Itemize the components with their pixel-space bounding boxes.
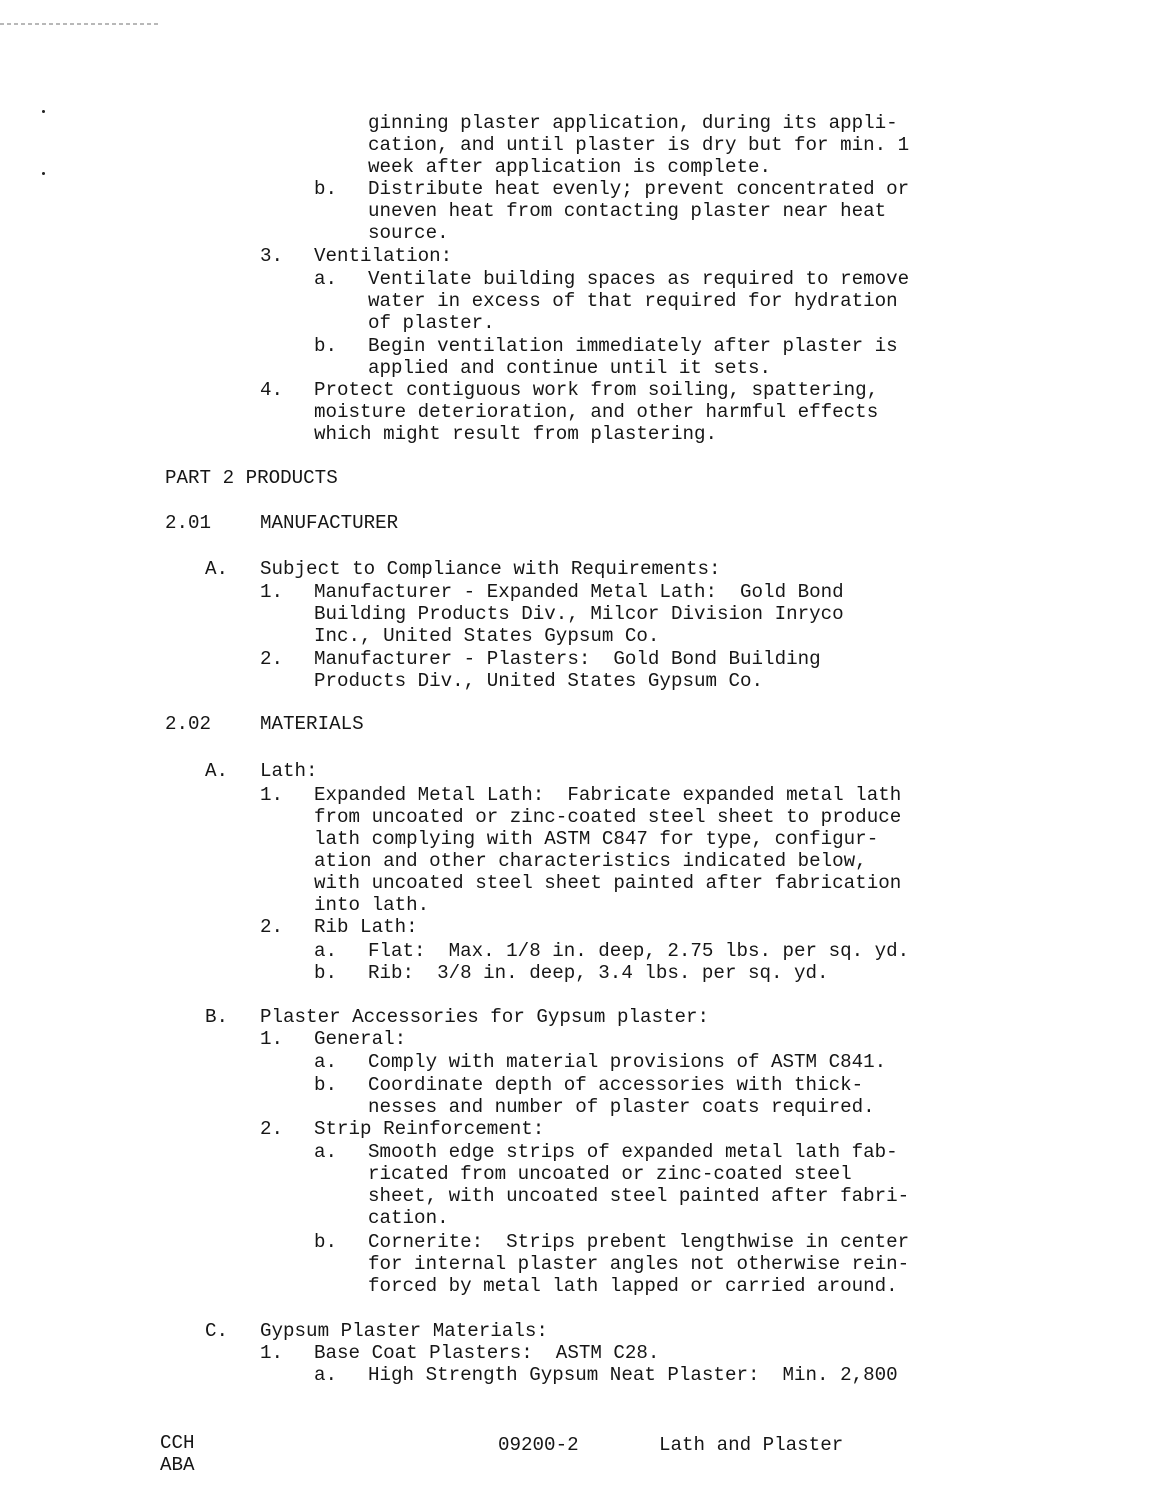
- document-line: forced by metal lath lapped or carried around.: [368, 1275, 898, 1297]
- document-line: Flat: Max. 1/8 in. deep, 2.75 lbs. per sq. yd.: [368, 940, 910, 962]
- document-line: Inc., United States Gypsum Co.: [314, 625, 660, 647]
- document-line: High Strength Gypsum Neat Plaster: Min. 2,800: [368, 1364, 898, 1386]
- document-line: A.: [205, 760, 229, 782]
- scan-speck: [42, 110, 45, 113]
- document-line: Expanded Metal Lath: Fabricate expanded metal lath: [314, 784, 902, 806]
- document-line: Comply with material provisions of ASTM C841.: [368, 1051, 887, 1073]
- document-line: a.: [314, 1051, 338, 1073]
- document-line: 3.: [260, 245, 284, 267]
- document-line: b.: [314, 962, 338, 984]
- document-line: cation, and until plaster is dry but for min. 1: [368, 134, 910, 156]
- document-line: Rib: 3/8 in. deep, 3.4 lbs. per sq. yd.: [368, 962, 829, 984]
- document-line: 1.: [260, 784, 284, 806]
- document-line: 2.: [260, 648, 284, 670]
- document-line: Distribute heat evenly; prevent concentrated or: [368, 178, 910, 200]
- document-line: Products Div., United States Gypsum Co.: [314, 670, 764, 692]
- document-line: nesses and number of plaster coats required.: [368, 1096, 875, 1118]
- document-line: b.: [314, 178, 338, 200]
- document-line: Coordinate depth of accessories with thick-: [368, 1074, 864, 1096]
- document-line: Subject to Compliance with Requirements:: [260, 558, 721, 580]
- document-line: from uncoated or zinc-coated steel sheet to produce: [314, 806, 902, 828]
- footer-section-title: Lath and Plaster: [659, 1434, 844, 1456]
- document-line: moisture deterioration, and other harmful effects: [314, 401, 879, 423]
- document-line: ginning plaster application, during its appli-: [368, 112, 898, 134]
- document-line: Base Coat Plasters: ASTM C28.: [314, 1342, 660, 1364]
- document-line: Cornerite: Strips prebent lengthwise in center: [368, 1231, 910, 1253]
- document-line: Protect contiguous work from soiling, spattering,: [314, 379, 879, 401]
- document-line: b.: [314, 335, 338, 357]
- document-line: which might result from plastering.: [314, 423, 718, 445]
- document-line: C.: [205, 1320, 229, 1342]
- document-line: 2.01: [165, 512, 212, 534]
- document-line: 2.: [260, 1118, 284, 1140]
- document-line: lath complying with ASTM C847 for type, configur-: [314, 828, 879, 850]
- document-line: with uncoated steel sheet painted after fabrication: [314, 872, 902, 894]
- document-line: Lath:: [260, 760, 318, 782]
- document-line: 2.: [260, 916, 284, 938]
- document-line: A.: [205, 558, 229, 580]
- document-line: of plaster.: [368, 312, 495, 334]
- document-line: Ventilation:: [314, 245, 453, 267]
- scan-speck: [42, 172, 45, 175]
- document-line: cation.: [368, 1207, 449, 1229]
- document-line: PART 2 PRODUCTS: [165, 467, 338, 489]
- document-line: 4.: [260, 379, 284, 401]
- document-line: Plaster Accessories for Gypsum plaster:: [260, 1006, 710, 1028]
- document-line: Manufacturer - Expanded Metal Lath: Gold Bond: [314, 581, 844, 603]
- document-line: 2.02: [165, 713, 212, 735]
- document-line: ricated from uncoated or zinc-coated steel: [368, 1163, 852, 1185]
- document-line: b.: [314, 1231, 338, 1253]
- document-line: 1.: [260, 581, 284, 603]
- footer-initials-bottom: ABA: [160, 1454, 195, 1476]
- document-line: General:: [314, 1028, 407, 1050]
- document-line: into lath.: [314, 894, 430, 916]
- document-line: Begin ventilation immediately after plaster is: [368, 335, 898, 357]
- document-line: b.: [314, 1074, 338, 1096]
- document-line: water in excess of that required for hydration: [368, 290, 898, 312]
- document-line: applied and continue until it sets.: [368, 357, 772, 379]
- document-line: uneven heat from contacting plaster near heat: [368, 200, 887, 222]
- document-line: a.: [314, 1364, 338, 1386]
- footer-initials-top: CCH: [160, 1432, 195, 1454]
- document-line: for internal plaster angles not otherwise rein-: [368, 1253, 910, 1275]
- document-line: Rib Lath:: [314, 916, 418, 938]
- document-line: MANUFACTURER: [260, 512, 399, 534]
- document-line: B.: [205, 1006, 229, 1028]
- document-line: week after application is complete.: [368, 156, 772, 178]
- document-line: source.: [368, 222, 449, 244]
- footer-section-number: 09200-2: [498, 1434, 579, 1456]
- document-line: Strip Reinforcement:: [314, 1118, 545, 1140]
- document-line: sheet, with uncoated steel painted after fabri-: [368, 1185, 910, 1207]
- document-line: Manufacturer - Plasters: Gold Bond Building: [314, 648, 821, 670]
- document-line: 1.: [260, 1342, 284, 1364]
- document-line: a.: [314, 1141, 338, 1163]
- top-scan-rule: [0, 23, 160, 25]
- document-line: Gypsum Plaster Materials:: [260, 1320, 548, 1342]
- document-line: a.: [314, 268, 338, 290]
- document-line: ation and other characteristics indicated below,: [314, 850, 867, 872]
- document-line: Building Products Div., Milcor Division Inryco: [314, 603, 844, 625]
- document-line: a.: [314, 940, 338, 962]
- document-line: Smooth edge strips of expanded metal lath fab-: [368, 1141, 898, 1163]
- document-line: 1.: [260, 1028, 284, 1050]
- document-line: MATERIALS: [260, 713, 364, 735]
- document-line: Ventilate building spaces as required to remove: [368, 268, 910, 290]
